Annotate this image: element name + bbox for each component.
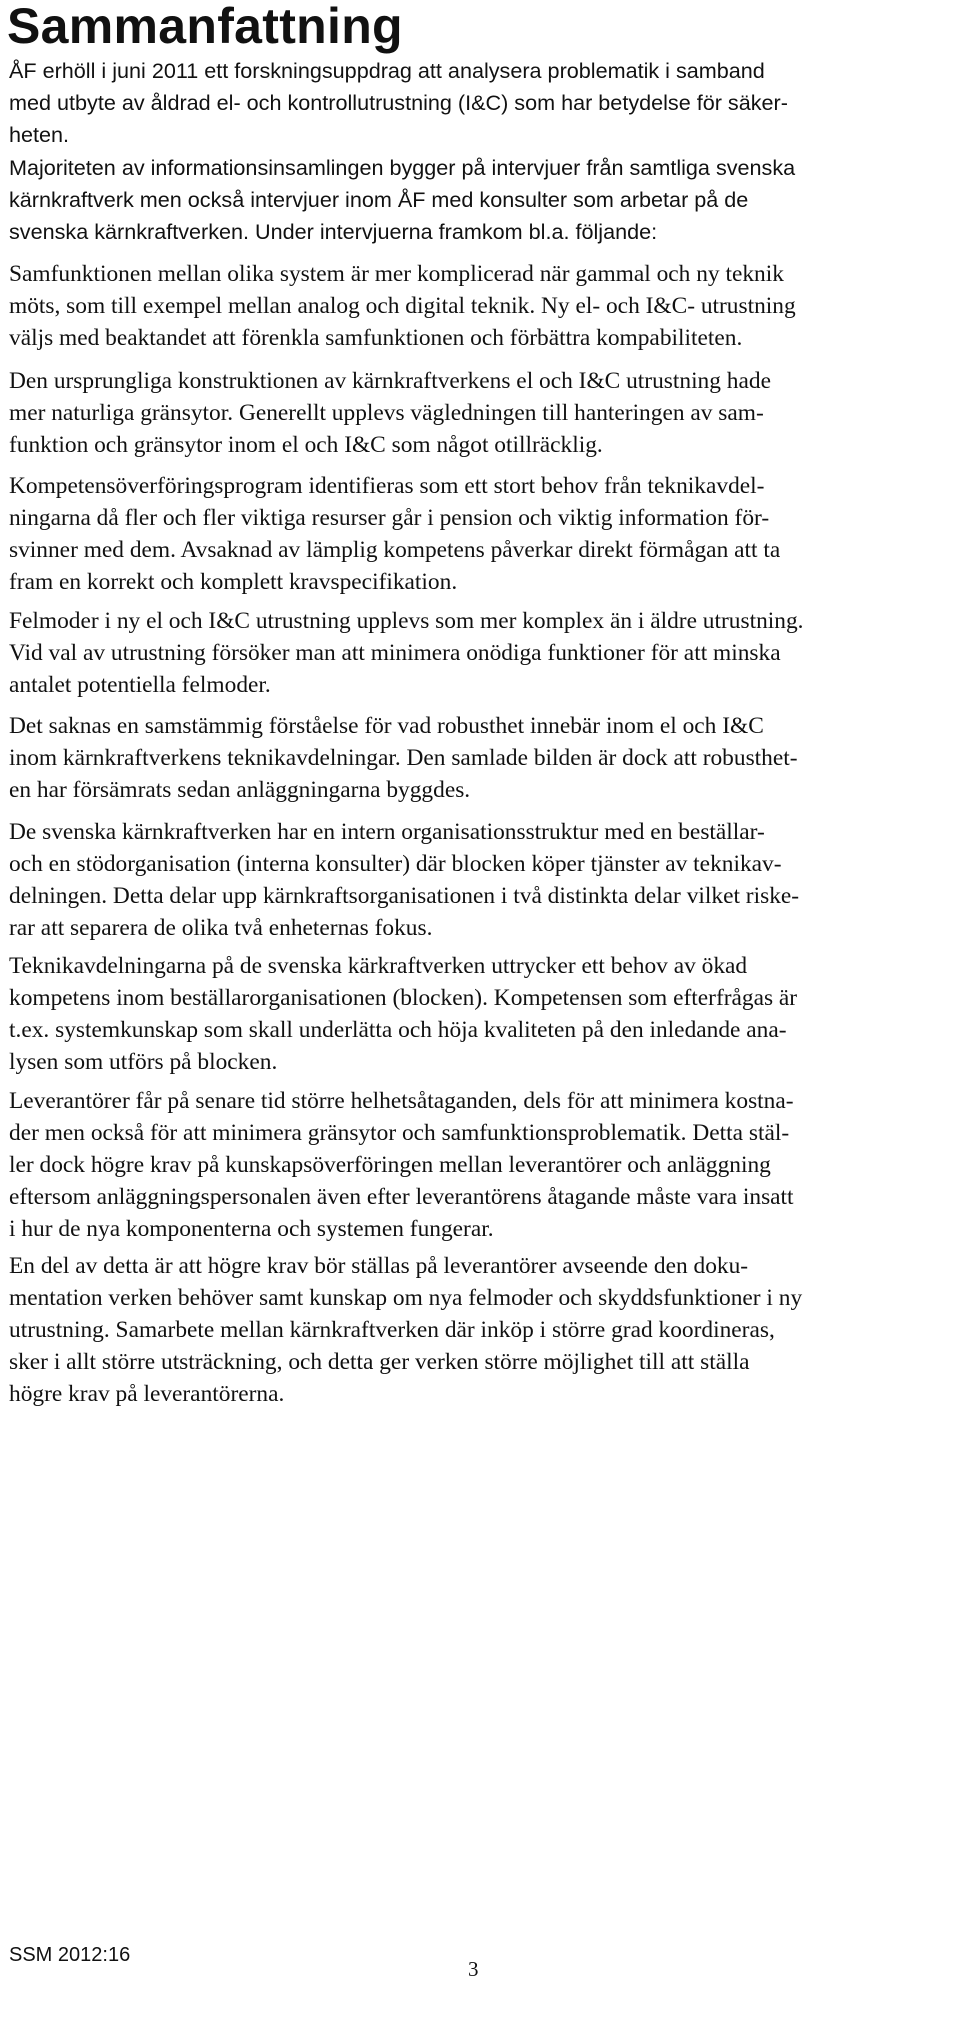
paragraph-gransytor: Den ursprungliga konstruktionen av kärnkraftverkens el och I&C utrustning hade mer naturliga gränsytor. Generellt upplevs vägledningen till hanteringen av sam- funktion och gränsytor inom el och I&C som något otillräcklig. bbox=[9, 368, 771, 458]
page-title: Sammanfattning bbox=[7, 0, 403, 54]
paragraph-krav: En del av detta är att högre krav bör ställas på leverantörer avseende den doku- mentation verken behöver samt kunskap om nya felmoder och skyddsfunktioner i ny utrustning. Samarbete mellan kärnkraftverken där inköp i större grad koordineras, sker i allt större utsträckning, och detta ger verken större möjlighet till att ställa högre krav på leverantörerna. bbox=[9, 1253, 803, 1407]
page-number: 3 bbox=[468, 1957, 479, 1981]
paragraph-robusthet: Det saknas en samstämmig förståelse för vad robusthet innebär inom el och I&C inom kärnkraftverkens teknikavdelningar. Den samlade bilden är dock att robusthet- en har försämrats sedan anläggningarna byggdes. bbox=[9, 713, 798, 803]
paragraph-teknikavdelningar: Teknikavdelningarna på de svenska kärkraftverken uttrycker ett behov av ökad kompetens inom beställarorganisationen (blocken). Kompetensen som efterfrågas är t.ex. systemkunskap som skall underlätta och höja kvaliteten på den inledande ana- lysen som utförs på blocken. bbox=[9, 953, 798, 1075]
report-id: SSM 2012:16 bbox=[9, 1944, 131, 1966]
paragraph-organisation: De svenska kärnkraftverken har en intern organisationsstruktur med en beställar- och en stödorganisation (interna konsulter) där blocken köper tjänster av teknikav- delningen. Detta delar upp kärnkraftsorganisationen i två distinkta delar vilket riske- rar att separera de olika två enheternas fokus. bbox=[9, 819, 800, 941]
paragraph-samfunktion: Samfunktionen mellan olika system är mer komplicerad när gammal och ny teknik möts, som till exempel mellan analog och digital teknik. Ny el- och I&C- utrustning väljs med beaktandet att förenkla samfunktionen och förbättra kompabiliteten. bbox=[9, 261, 796, 351]
paragraph-intro: ÅF erhöll i juni 2011 ett forskningsuppdrag att analysera problematik i samband med utbyte av åldrad el- och kontrollutrustning (I&C) som har betydelse för säker- heten. bbox=[9, 58, 788, 147]
paragraph-kompetens: Kompetensöverföringsprogram identifieras som ett stort behov från teknikavdel- ningarna då fler och fler viktiga resurser går i pension och viktig information för- svinner med dem. Avsaknad av lämplig kompetens påverkar direkt förmågan att ta fram en korrekt och komplett kravspecifikation. bbox=[9, 473, 781, 595]
paragraph-felmoder: Felmoder i ny el och I&C utrustning upplevs som mer komplex än i äldre utrustning. Vid val av utrustning försöker man att minimera onödiga funktioner för att minska antalet potentiella felmoder. bbox=[9, 608, 804, 698]
paragraph-method: Majoriteten av informationsinsamlingen bygger på intervjuer från samtliga svenska kärnkraftverk men också intervjuer inom ÅF med konsulter som arbetar på de svenska kärnkraftverken. Under intervjuerna framkom bl.a. följande: bbox=[9, 155, 796, 244]
paragraph-leverantorer: Leverantörer får på senare tid större helhetsåtaganden, dels för att minimera kostna- der men också för att minimera gränsytor och samfunktionsproblematik. Detta stäl- ler dock högre krav på kunskapsöverföringen mellan leverantörer och anläggning eftersom anläggningspersonalen även efter leverantörens åtagande måste vara insatt i hur de nya komponenterna och systemen fungerar. bbox=[9, 1088, 794, 1242]
